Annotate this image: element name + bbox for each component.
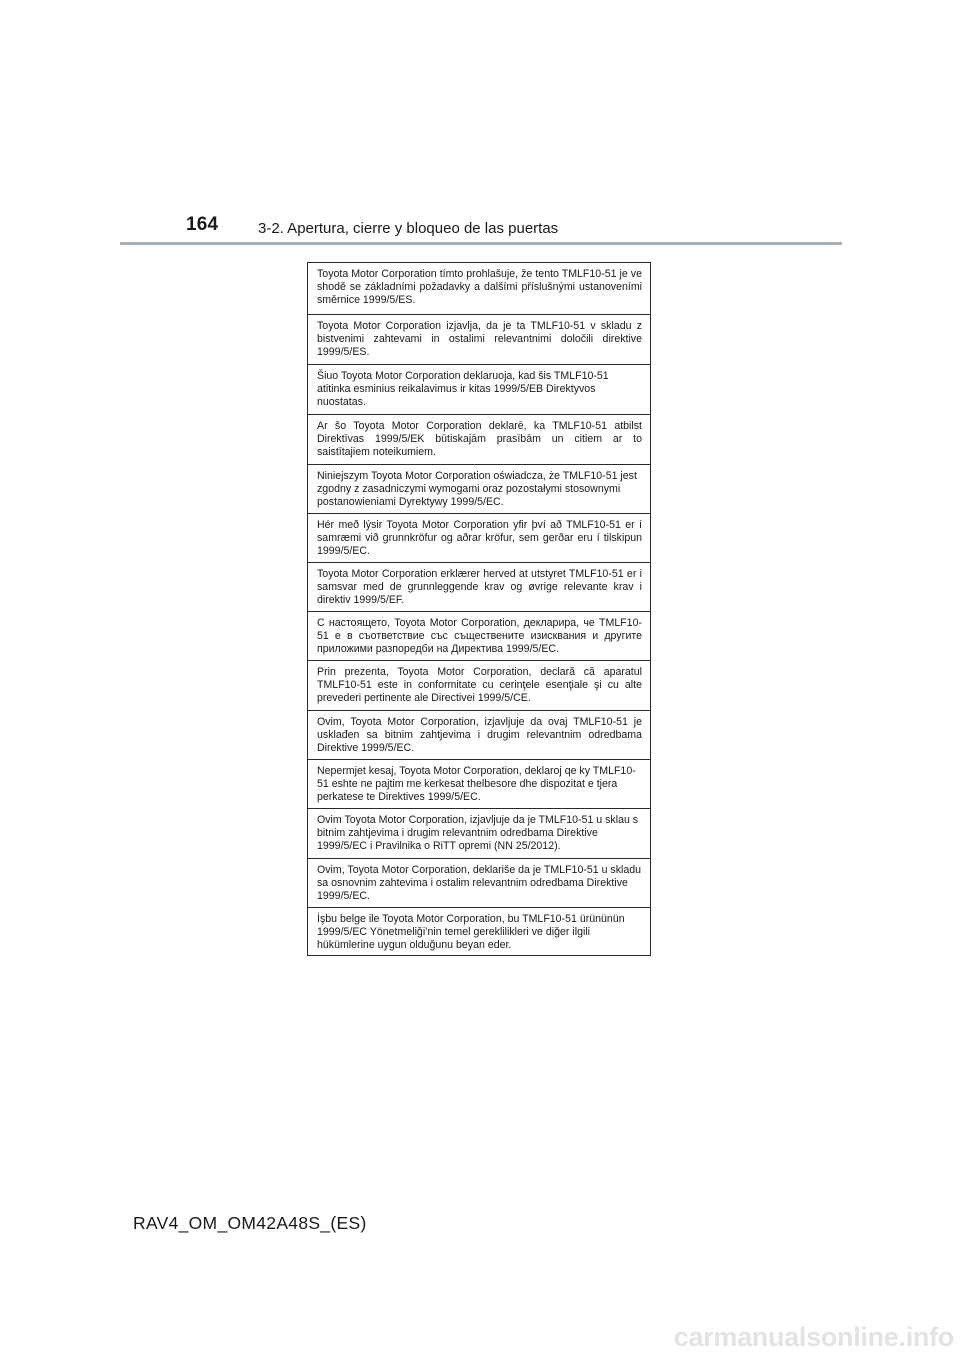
declaration-turkish: İşbu belge ile Toyota Motor Corporation, bu TMLF10-51 ürününün 1999/5/EC Yönetmeliği’nin temel gereklilikleri ve diğer ilgili hükümlerine uygun olduğunu beyan eder.	[308, 907, 650, 955]
section-title: 3-2. Apertura, cierre y bloqueo de las puertas	[258, 220, 559, 237]
declaration-lithuanian: Šiuo Toyota Motor Corporation deklaruoja, kad šis TMLF10-51 atitinka esminius reikalavimus ir kitas 1999/5/EB Direktyvos nuostatas.	[308, 364, 650, 414]
page-number: 164	[186, 214, 219, 235]
declaration-slovenian: Toyota Motor Corporation izjavlja, da je ta TMLF10-51 v skladu z bistvenimi zahtevami in ostalimi relevantnimi določili direktive 1999/5/ES.	[308, 314, 650, 364]
declaration-croatian: Ovim Toyota Motor Corporation, izjavljuje da je TMLF10-51 u sklau s bitnim zahtjevima i drugim relevantnim odredbama Direktive 1999/5/EC i Pravilnika o RiTT opremi (NN 25/2012).	[308, 808, 650, 858]
declaration-bulgarian: С настоящето, Toyota Motor Corporation, декларира, че TMLF10-51 е в съответствие със съществените изисквания и другите приложими разпоредби на Директива 1999/5/ЕС.	[308, 611, 650, 660]
declaration-norwegian: Toyota Motor Corporation erklærer herved at utstyret TMLF10-51 er i samsvar med de grunnleggende krav og øvrige relevante krav i direktiv 1999/5/EF.	[308, 562, 650, 611]
declarations-table	[307, 262, 651, 956]
document-code: RAV4_OM_OM42A48S_(ES)	[133, 1213, 367, 1233]
watermark: carmanualsonline.info	[673, 1322, 954, 1352]
declaration-bosnian: Ovim, Toyota Motor Corporation, izjavljuje da ovaj TMLF10-51 je usklađen sa bitnim zahtjevima i drugim relevantnim odredbama Direktive 1999/5/EC.	[308, 710, 650, 759]
declaration-romanian: Prin prezenta, Toyota Motor Corporation, declară că aparatul TMLF10-51 este in conformitate cu cerinţele esenţiale şi cu alte prevederi pertinente ale Directivei 1999/5/CE.	[308, 660, 650, 710]
declaration-latvian: Ar šo Toyota Motor Corporation deklarē, ka TMLF10-51 atbilst Direktīvas 1999/5/EK būtiskajām prasībām un citiem ar to saistītajiem noteikumiem.	[308, 414, 650, 464]
declaration-icelandic: Hér með lýsir Toyota Motor Corporation yfir því að TMLF10-51 er í samræmi við grunnkröfur og aðrar kröfur, sem gerðar eru í tilskipun 1999/5/EC.	[308, 513, 650, 562]
declaration-albanian: Nepermjet kesaj, Toyota Motor Corporation, deklaroj qe ky TMLF10-51 eshte ne pajtim me kerkesat thelbesore dhe dispozitat e tjera perkatese te Direktives 1999/5/EC.	[308, 759, 650, 808]
declaration-serbian: Ovim, Toyota Motor Corporation, deklariše da je TMLF10-51 u skladu sa osnovnim zahtevima i ostalim relevantnim odredbama Direktive 1999/5/EC.	[308, 858, 650, 907]
declaration-czech: Toyota Motor Corporation tímto prohlašuje, že tento TMLF10-51 je ve shodě se základními požadavky a dalšími příslušnými ustanoveními směrnice 1999/5/ES.	[317, 268, 642, 307]
declaration-polish: Niniejszym Toyota Motor Corporation oświadcza, że TMLF10-51 jest zgodny z zasadniczymi wymogami oraz pozostałymi stosownymi postanowieniami Dyrektywy 1999/5/EC.	[308, 464, 650, 513]
header-divider	[120, 242, 842, 245]
